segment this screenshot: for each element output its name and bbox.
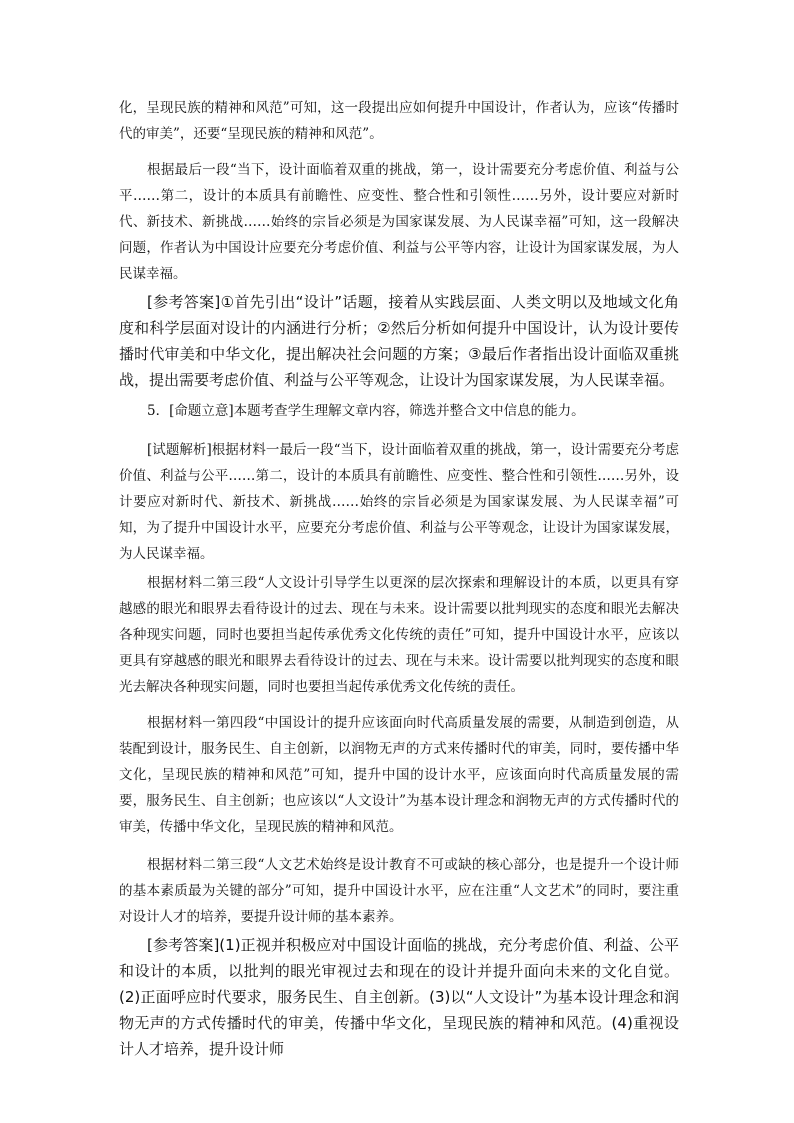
- paragraph-9-reference-answer: [参考答案](1)正视并积极应对中国设计面临的挑战，充分考虑价值、利益、公平和设计的本质，以批判的眼光审视过去和现在的设计并提升面向未来的文化自觉。(2)正面呼应时代要求，服务民生、自主创新。(3)以“人文设计”为基本设计理念和润物无声的方式传播时代的审美，传播中华文化，呈现民族的精神和风范。(4)重视设计人才培养，提升设计师: [119, 936, 679, 1058]
- paragraph-1: 化，呈现民族的精神和风范”可知，这一段提出应如何提升中国设计，作者认为，应该“传播时代的审美”，还要“呈现民族的精神和风范”。: [119, 100, 679, 142]
- paragraph-8: 根据材料二第三段“人文艺术始终是设计教育不可或缺的核心部分，也是提升一个设计师的基本素质最为关键的部分”可知，提升中国设计水平，应在注重“人文艺术”的同时，要注重对设计人才的培养，要提升设计师的基本素养。: [119, 857, 679, 925]
- paragraph-3-reference-answer: [参考答案]①首先引出“设计”话题，接着从实践层面、人类文明以及地域文化角度和科学层面对设计的内涵进行分析；②然后分析如何提升中国设计，认为设计要传播时代审美和中华文化，提出解决社会问题的方案；③最后作者指出设计面临双重挑战，提出需要考虑价值、利益与公平等观念，让设计为国家谋发展，为人民谋幸福。: [119, 293, 679, 389]
- paragraph-6: 根据材料二第三段“人文设计引导学生以更深的层次探索和理解设计的本质，以更具有穿越感的眼光和眼界去看待设计的过去、现在与未来。设计需要以批判现实的态度和眼光去解决各种现实问题，同时也要担当起传承优秀文化传统的责任”可知，提升中国设计水平，应该以更具有穿越感的眼光和眼界去看待设计的过去、现在与未来。设计需要以批判现实的态度和眼光去解决各种现实问题，同时也要担当起传承优秀文化传统的责任。: [119, 575, 679, 695]
- paragraph-5-analysis: [试题解析]根据材料一最后一段“当下，设计面临着双重的挑战，第一，设计需要充分考虑价值、利益与公平……第二，设计的本质具有前瞻性、应变性、整合性和引领性……另外，设计要应对新时代、新技术、新挑战……始终的宗旨必须是为国家谋发展、为人民谋幸福”可知，为了提升中国设计水平，应要充分考虑价值、利益与公平等观念，让设计为国家谋发展，为人民谋幸福。: [119, 442, 679, 562]
- paragraph-7: 根据材料一第四段“中国设计的提升应该面向时代高质量发展的需要，从制造到创造，从装配到设计，服务民生、自主创新，以润物无声的方式来传播时代的审美，同时，要传播中华文化，呈现民族的精神和风范”可知，提升中国的设计水平，应该面向时代高质量发展的需要，服务民生、自主创新；也应该以“人文设计”为基本设计理念和润物无声的方式传播时代的审美，传播中华文化，呈现民族的精神和风范。: [119, 715, 679, 835]
- paragraph-4-question-intent: 5．[命题立意]本题考查学生理解文章内容，筛选并整合文中信息的能力。: [147, 403, 585, 419]
- paragraph-2: 根据最后一段“当下，设计面临着双重的挑战，第一，设计需要充分考虑价值、利益与公平……第二，设计的本质具有前瞻性、应变性、整合性和引领性……另外，设计要应对新时代、新技术、新挑战……始终的宗旨必须是为国家谋发展、为人民谋幸福”可知，这一段解决问题，作者认为中国设计应要充分考虑价值、利益与公平等内容，让设计为国家谋发展，为人民谋幸福。: [119, 162, 679, 282]
